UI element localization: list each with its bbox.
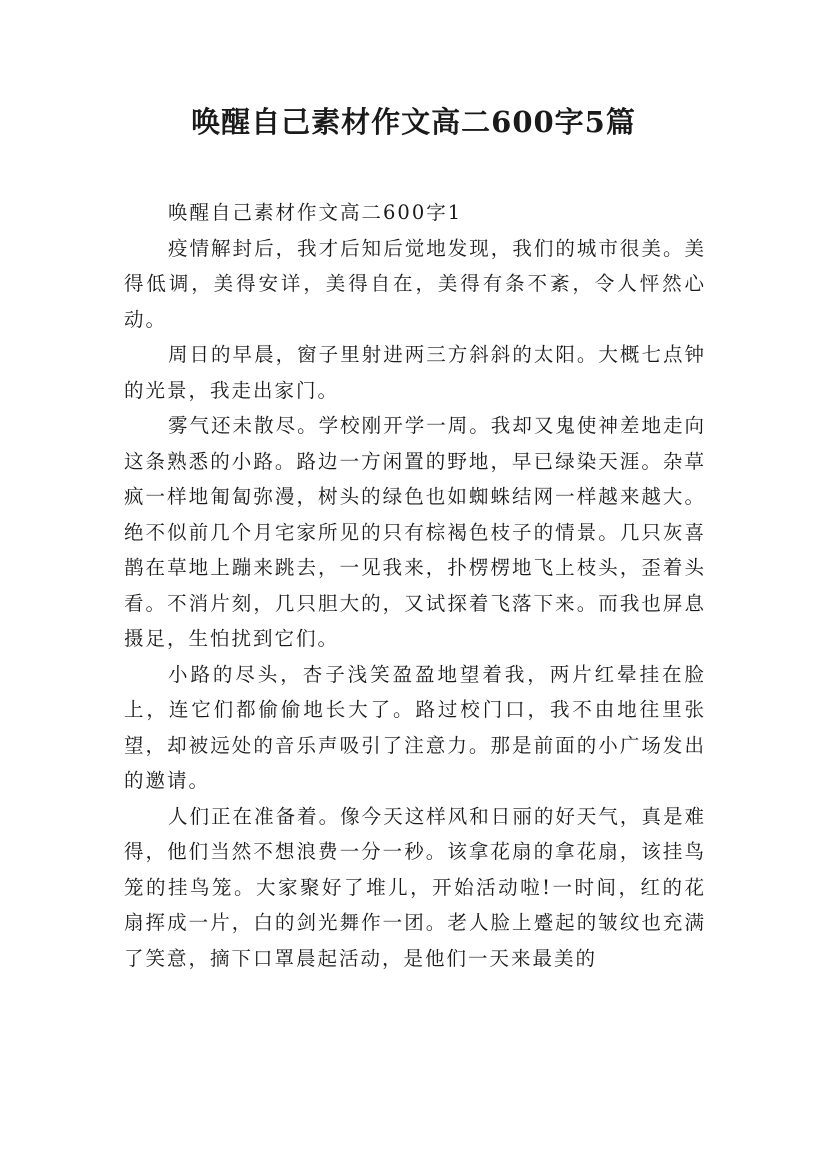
paragraph: 周日的早晨，窗子里射进两三方斜斜的太阳。大概七点钟的光景，我走出家门。	[124, 343, 706, 402]
section-heading: 唤醒自己素材作文高二600字1	[168, 201, 463, 224]
paragraph: 雾气还未散尽。学校刚开学一周。我却又鬼使神差地走向这条熟悉的小路。路边一方闲置的野地，早已绿染天涯。杂草疯一样地匍匐弥漫，树头的绿色也如蜘蛛结网一样越来越大。绝不似前几个月宅家所见的只有棕褐色枝子的情景。几只灰喜鹊在草地上蹦来跳去，一见我来，扑楞楞地飞上枝头，歪着头看。不消片刻，几只胆大的，又试探着飞落下来。而我也屏息摄足，生怕扰到它们。	[124, 414, 706, 650]
document-title: 唤醒自己素材作文高二600字5篇	[191, 105, 636, 139]
paragraph: 人们正在准备着。像今天这样风和日丽的好天气，真是难得，他们当然不想浪费一分一秒。该拿花扇的拿花扇，该挂鸟笼的挂鸟笼。大家聚好了堆儿，开始活动啦!一时间，红的花扇挥成一片，白的剑光舞作一团。老人脸上蹙起的皱纹也充满了笑意，摘下口罩晨起活动，是他们一天来最美的	[124, 804, 706, 970]
paragraph: 疫情解封后，我才后知后觉地发现，我们的城市很美。美得低调，美得安详，美得自在，美得有条不紊，令人怦然心动。	[124, 236, 706, 331]
paragraph: 小路的尽头，杏子浅笑盈盈地望着我，两片红晕挂在脸上，连它们都偷偷地长大了。路过校门口，我不由地往里张望，却被远处的音乐声吸引了注意力。那是前面的小广场发出的邀请。	[124, 662, 706, 792]
document-body	[124, 195, 706, 976]
